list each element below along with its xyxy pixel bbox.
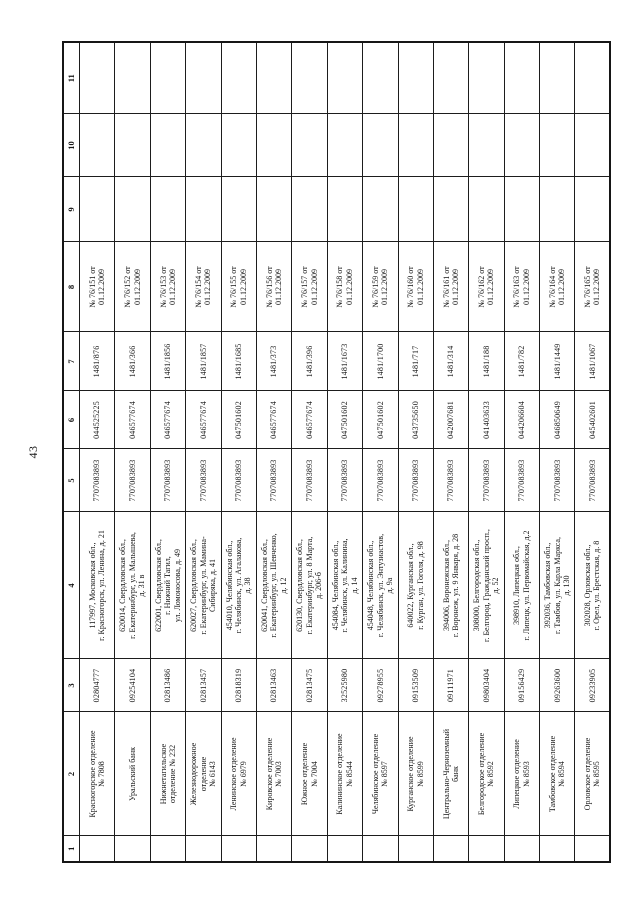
cell-inn: 7707083893	[433, 449, 468, 512]
cell-okpo-code: 02813486	[150, 659, 185, 712]
branches-table-body	[63, 42, 610, 862]
cell-reg-number: 1481/1856	[150, 332, 185, 391]
rotated-table-area	[62, 43, 608, 863]
cell-reg-number: 1481/396	[292, 332, 327, 391]
cell-reg-number: 1481/782	[504, 332, 539, 391]
cell-bik: 044525225	[80, 391, 115, 449]
cell-col9-empty	[433, 177, 468, 242]
branch-row	[363, 42, 398, 862]
cell-col9-empty	[540, 177, 575, 242]
cell-permit-number: № 76/152 от 01.12.2009	[115, 242, 150, 332]
cell-inn: 7707083893	[80, 449, 115, 512]
cell-permit-number: № 76/151 от 01.12.2009	[80, 242, 115, 332]
cell-inn: 7707083893	[575, 449, 610, 512]
cell-bik: 047501602	[327, 391, 362, 449]
cell-col11-empty	[363, 42, 398, 114]
cell-col1-empty	[469, 836, 504, 862]
cell-address: 394006, Воронежская обл., г. Воронеж, ул. 9 Января, д. 28	[433, 512, 468, 659]
cell-permit-number: № 76/157 от 01.12.2009	[292, 242, 327, 332]
cell-col1-empty	[150, 836, 185, 862]
cell-col9-empty	[504, 177, 539, 242]
branch-row	[150, 42, 185, 862]
cell-inn: 7707083893	[292, 449, 327, 512]
cell-col10-empty	[469, 114, 504, 177]
column-number-5: 5	[63, 449, 80, 512]
cell-col1-empty	[115, 836, 150, 862]
cell-branch-name: Красногорское отделение № 7808	[80, 712, 115, 836]
cell-reg-number: 1481/876	[80, 332, 115, 391]
branch-row	[540, 42, 575, 862]
cell-okpo-code: 09153509	[398, 659, 433, 712]
cell-okpo-code: 02813457	[186, 659, 221, 712]
cell-col9-empty	[469, 177, 504, 242]
cell-col9-empty	[80, 177, 115, 242]
cell-address: 302028, Орловская обл., г. Орел, ул. Брестская, д. 8	[575, 512, 610, 659]
cell-branch-name: Железнодорожное отделение № 6143	[186, 712, 221, 836]
cell-col1-empty	[327, 836, 362, 862]
cell-address: 620014, Свердловская обл., г. Екатеринбург, ул. Малышева, д. 31 в	[115, 512, 150, 659]
cell-address: 117997, Московская обл., г. Красногорск, ул. Ленина, д. 21	[80, 512, 115, 659]
cell-reg-number: 1481/366	[115, 332, 150, 391]
cell-col1-empty	[433, 836, 468, 862]
cell-col1-empty	[363, 836, 398, 862]
branch-row	[80, 42, 115, 862]
cell-branch-name: Орловское отделение № 8595	[575, 712, 610, 836]
cell-col10-empty	[221, 114, 256, 177]
cell-col11-empty	[433, 42, 468, 114]
cell-col1-empty	[256, 836, 291, 862]
cell-inn: 7707083893	[327, 449, 362, 512]
cell-reg-number: 1481/1449	[540, 332, 575, 391]
cell-bik: 046577674	[150, 391, 185, 449]
column-number-6: 6	[63, 391, 80, 449]
branches-table	[62, 41, 611, 863]
cell-reg-number: 1481/1685	[221, 332, 256, 391]
cell-inn: 7707083893	[504, 449, 539, 512]
cell-branch-name: Центрально-Черноземный банк	[433, 712, 468, 836]
branch-row	[221, 42, 256, 862]
cell-okpo-code: 09254104	[115, 659, 150, 712]
cell-col10-empty	[398, 114, 433, 177]
cell-col11-empty	[292, 42, 327, 114]
cell-branch-name: Ленинское отделение № 6979	[221, 712, 256, 836]
cell-address: 308000, Белгородская обл., г. Белгород, Гражданский просп., д. 52	[469, 512, 504, 659]
column-number-1: 1	[63, 836, 80, 862]
column-number-11: 11	[63, 42, 80, 114]
cell-okpo-code: 09233905	[575, 659, 610, 712]
cell-address: 392036, Тамбовская обл., г. Тамбов, ул. Карла Маркса, д. 130	[540, 512, 575, 659]
cell-reg-number: 1481/1700	[363, 332, 398, 391]
cell-reg-number: 1481/1857	[186, 332, 221, 391]
cell-col10-empty	[540, 114, 575, 177]
cell-col1-empty	[540, 836, 575, 862]
cell-permit-number: № 76/160 от 01.12.2009	[398, 242, 433, 332]
cell-inn: 7707083893	[256, 449, 291, 512]
cell-address: 454010, Челябинская обл., г. Челябинск, ул. Агалакова, д. 38	[221, 512, 256, 659]
cell-col10-empty	[504, 114, 539, 177]
cell-bik: 046577674	[186, 391, 221, 449]
cell-okpo-code: 09278955	[363, 659, 398, 712]
cell-permit-number: № 76/164 от 01.12.2009	[540, 242, 575, 332]
cell-col1-empty	[221, 836, 256, 862]
cell-permit-number: № 76/163 от 01.12.2009	[504, 242, 539, 332]
cell-bik: 046850649	[540, 391, 575, 449]
cell-bik: 044206604	[504, 391, 539, 449]
cell-branch-name: Уральский банк	[115, 712, 150, 836]
cell-okpo-code: 02818319	[221, 659, 256, 712]
column-number-row	[63, 42, 80, 862]
branch-row	[398, 42, 433, 862]
cell-okpo-code: 09156429	[504, 659, 539, 712]
cell-col10-empty	[363, 114, 398, 177]
cell-okpo-code: 09803404	[469, 659, 504, 712]
cell-inn: 7707083893	[221, 449, 256, 512]
branch-row	[256, 42, 291, 862]
cell-reg-number: 1481/314	[433, 332, 468, 391]
column-number-3: 3	[63, 659, 80, 712]
cell-inn: 7707083893	[186, 449, 221, 512]
cell-inn: 7707083893	[363, 449, 398, 512]
cell-permit-number: № 76/153 от 01.12.2009	[150, 242, 185, 332]
cell-permit-number: № 76/161 от 01.12.2009	[433, 242, 468, 332]
cell-permit-number: № 76/162 от 01.12.2009	[469, 242, 504, 332]
branch-row	[575, 42, 610, 862]
cell-address: 620027, Свердловская обл., г. Екатеринбург, ул. Мамина- Сибиряка, д. 41	[186, 512, 221, 659]
cell-col10-empty	[433, 114, 468, 177]
cell-address: 620041, Свердловская обл., г. Екатеринбург, ул. Шевченко, д. 12	[256, 512, 291, 659]
cell-reg-number: 1481/717	[398, 332, 433, 391]
cell-permit-number: № 76/165 от 01.12.2009	[575, 242, 610, 332]
cell-col10-empty	[115, 114, 150, 177]
cell-bik: 046577674	[115, 391, 150, 449]
cell-address: 622001, Свердловская обл., г. Нижний Тагил, ул. Ломоносова, д. 49	[150, 512, 185, 659]
cell-col9-empty	[292, 177, 327, 242]
cell-col9-empty	[363, 177, 398, 242]
cell-branch-name: Липецкое отделение № 8593	[504, 712, 539, 836]
cell-col1-empty	[292, 836, 327, 862]
cell-branch-name: Нижнетагильское отделение № 232	[150, 712, 185, 836]
cell-col9-empty	[398, 177, 433, 242]
cell-bik: 047501602	[221, 391, 256, 449]
cell-col11-empty	[398, 42, 433, 114]
cell-col9-empty	[575, 177, 610, 242]
cell-reg-number: 1481/188	[469, 332, 504, 391]
cell-col11-empty	[575, 42, 610, 114]
branch-row	[327, 42, 362, 862]
cell-col10-empty	[256, 114, 291, 177]
column-number-8: 8	[63, 242, 80, 332]
cell-col9-empty	[256, 177, 291, 242]
cell-reg-number: 1481/373	[256, 332, 291, 391]
cell-branch-name: Белгородское отделение № 8592	[469, 712, 504, 836]
cell-col9-empty	[327, 177, 362, 242]
cell-col11-empty	[115, 42, 150, 114]
cell-col11-empty	[221, 42, 256, 114]
cell-address: 620130, Свердловская обл., г. Екатеринбург, ул. 8 Марта, д. 206-б	[292, 512, 327, 659]
column-number-9: 9	[63, 177, 80, 242]
cell-col11-empty	[186, 42, 221, 114]
cell-col10-empty	[575, 114, 610, 177]
cell-inn: 7707083893	[469, 449, 504, 512]
cell-bik: 046577674	[292, 391, 327, 449]
column-number-2: 2	[63, 712, 80, 836]
cell-inn: 7707083893	[398, 449, 433, 512]
cell-col11-empty	[150, 42, 185, 114]
cell-okpo-code: 02813475	[292, 659, 327, 712]
cell-col1-empty	[398, 836, 433, 862]
cell-permit-number: № 76/155 от 01.12.2009	[221, 242, 256, 332]
cell-bik: 046577674	[256, 391, 291, 449]
cell-okpo-code: 02813463	[256, 659, 291, 712]
cell-col11-empty	[256, 42, 291, 114]
cell-col10-empty	[292, 114, 327, 177]
branch-row	[504, 42, 539, 862]
cell-permit-number: № 76/159 от 01.12.2009	[363, 242, 398, 332]
cell-branch-name: Южное отделение № 7004	[292, 712, 327, 836]
cell-reg-number: 1481/1673	[327, 332, 362, 391]
cell-address: 640022, Курганская обл., г. Курган, ул. Гоголя, д. 98	[398, 512, 433, 659]
cell-col1-empty	[575, 836, 610, 862]
cell-branch-name: Калининское отделение № 8544	[327, 712, 362, 836]
cell-bik: 045402601	[575, 391, 610, 449]
cell-branch-name: Курганское отделение № 8599	[398, 712, 433, 836]
cell-branch-name: Кировское отделение № 7003	[256, 712, 291, 836]
branch-row	[292, 42, 327, 862]
cell-branch-name: Челябинское отделение № 8597	[363, 712, 398, 836]
cell-address: 454084, Челябинская обл., г. Челябинск, ул. Калинина, д. 14	[327, 512, 362, 659]
branch-row	[469, 42, 504, 862]
cell-okpo-code: 09111971	[433, 659, 468, 712]
column-number-4: 4	[63, 512, 80, 659]
cell-col10-empty	[150, 114, 185, 177]
cell-branch-name: Тамбовское отделение № 8594	[540, 712, 575, 836]
cell-col1-empty	[504, 836, 539, 862]
cell-col11-empty	[469, 42, 504, 114]
cell-col9-empty	[186, 177, 221, 242]
cell-reg-number: 1481/1067	[575, 332, 610, 391]
cell-address: 454048, Челябинская обл., г. Челябинск, ул. Энтузиастов, д. 9а	[363, 512, 398, 659]
cell-permit-number: № 76/156 от 01.12.2009	[256, 242, 291, 332]
cell-bik: 047501602	[363, 391, 398, 449]
cell-col11-empty	[540, 42, 575, 114]
cell-inn: 7707083893	[540, 449, 575, 512]
cell-bik: 041403633	[469, 391, 504, 449]
cell-col9-empty	[150, 177, 185, 242]
cell-col11-empty	[504, 42, 539, 114]
cell-col10-empty	[80, 114, 115, 177]
branch-row	[186, 42, 221, 862]
cell-address: 398910, Липецкая обл., г. Липецк, ул. Первомайская, д.2	[504, 512, 539, 659]
cell-col1-empty	[186, 836, 221, 862]
cell-okpo-code: 32525980	[327, 659, 362, 712]
branch-row	[433, 42, 468, 862]
cell-permit-number: № 76/154 от 01.12.2009	[186, 242, 221, 332]
column-number-7: 7	[63, 332, 80, 391]
branch-row	[115, 42, 150, 862]
cell-col1-empty	[80, 836, 115, 862]
cell-col11-empty	[80, 42, 115, 114]
column-number-10: 10	[63, 114, 80, 177]
cell-col10-empty	[327, 114, 362, 177]
cell-col10-empty	[186, 114, 221, 177]
cell-col11-empty	[327, 42, 362, 114]
cell-inn: 7707083893	[150, 449, 185, 512]
cell-okpo-code: 09263600	[540, 659, 575, 712]
cell-col9-empty	[115, 177, 150, 242]
page-number: 43	[26, 445, 40, 459]
cell-col9-empty	[221, 177, 256, 242]
landscape-content	[62, 43, 608, 863]
cell-okpo-code: 02804777	[80, 659, 115, 712]
cell-bik: 042007681	[433, 391, 468, 449]
cell-permit-number: № 76/158 от 01.12.2009	[327, 242, 362, 332]
cell-bik: 043735650	[398, 391, 433, 449]
cell-inn: 7707083893	[115, 449, 150, 512]
